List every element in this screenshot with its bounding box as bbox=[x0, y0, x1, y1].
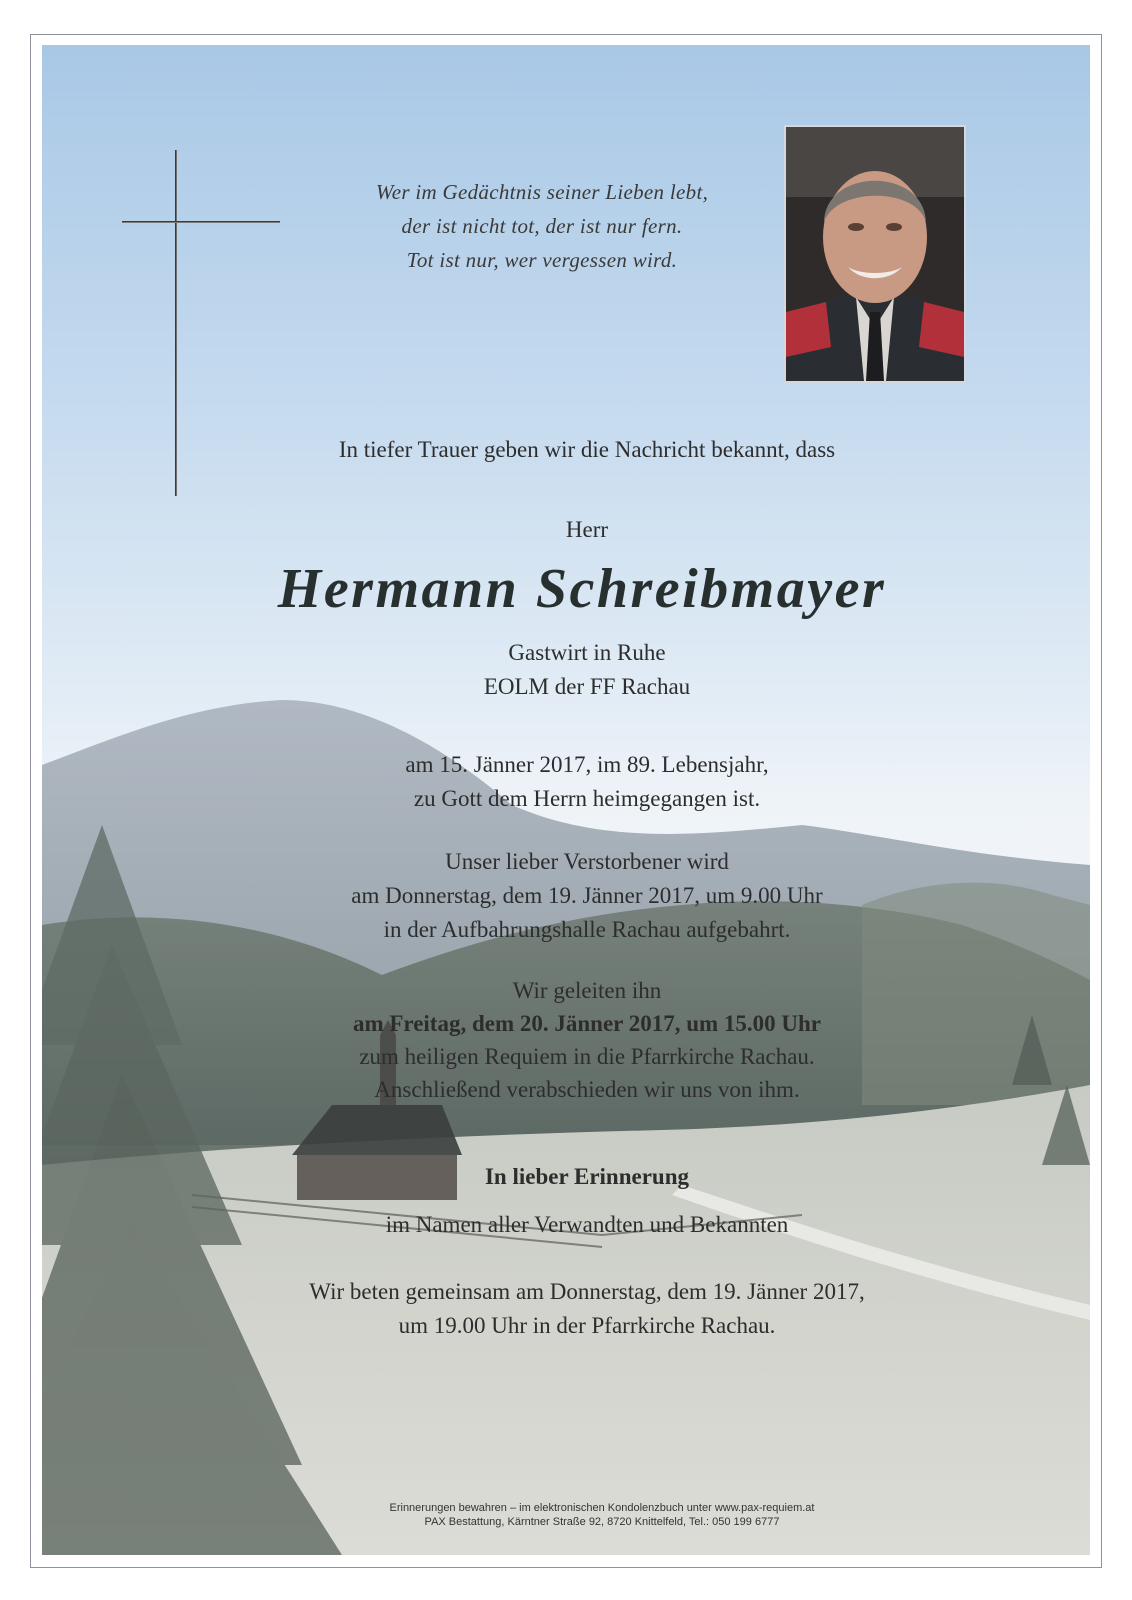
memory-heading: In lieber Erinnerung bbox=[484, 1164, 690, 1189]
prayer-line: Wir beten gemeinsam am Donnerstag, dem 19. Jänner 2017, bbox=[309, 1279, 865, 1304]
viewing-line: Unser lieber Verstorbener wird bbox=[445, 849, 729, 874]
memory-signature: im Namen aller Verwandten und Bekannten bbox=[385, 1212, 789, 1237]
portrait-illustration bbox=[786, 127, 964, 381]
funeral-notice bbox=[182, 974, 992, 1106]
verse-line: der ist nicht tot, der ist nur fern. bbox=[401, 214, 683, 238]
memory-block bbox=[182, 1153, 992, 1249]
cross-horizontal-beam bbox=[122, 221, 280, 223]
salutation: Herr bbox=[565, 517, 609, 542]
titles-block bbox=[182, 636, 992, 704]
cross-vertical-beam bbox=[175, 150, 177, 496]
funeral-line: Wir geleiten ihn bbox=[512, 978, 662, 1003]
footer-line: PAX Bestattung, Kärntner Straße 92, 8720 Knittelfeld, Tel.: 050 199 6777 bbox=[424, 1516, 780, 1528]
death-notice bbox=[182, 748, 992, 816]
title-line: EOLM der FF Rachau bbox=[483, 674, 691, 699]
viewing-line: am Donnerstag, dem 19. Jänner 2017, um 9.00 Uhr bbox=[351, 883, 823, 908]
death-line: am 15. Jänner 2017, im 89. Lebensjahr, bbox=[405, 752, 769, 777]
prayer-line: um 19.00 Uhr in der Pfarrkirche Rachau. bbox=[398, 1313, 776, 1338]
prayer-notice bbox=[182, 1275, 992, 1343]
verse-line: Wer im Gedächtnis seiner Lieben lebt, bbox=[375, 180, 709, 204]
viewing-line: in der Aufbahrungshalle Rachau aufgebahrt. bbox=[383, 917, 791, 942]
funeral-date: am Freitag, dem 20. Jänner 2017, um 15.00 Uhr bbox=[352, 1011, 822, 1036]
title-line: Gastwirt in Ruhe bbox=[508, 640, 666, 665]
footer-line: Erinnerungen bewahren – im elektronischen Kondolenzbuch unter www.pax-requiem.at bbox=[389, 1502, 815, 1514]
funeral-line: zum heiligen Requiem in die Pfarrkirche Rachau. bbox=[359, 1044, 815, 1069]
funeral-line: Anschließend verabschieden wir uns von ihm. bbox=[374, 1077, 800, 1102]
death-line: zu Gott dem Herrn heimgegangen ist. bbox=[413, 786, 761, 811]
viewing-notice bbox=[182, 845, 992, 947]
footer bbox=[232, 1501, 972, 1529]
announcement: In tiefer Trauer geben wir die Nachricht bekannt, dass bbox=[338, 437, 836, 462]
verse-line: Tot ist nur, wer vergessen wird. bbox=[406, 248, 678, 272]
portrait-photo bbox=[784, 125, 966, 383]
deceased-name: Hermann Schreibmayer bbox=[277, 558, 887, 620]
memorial-verse bbox=[312, 175, 772, 277]
obituary-panel bbox=[42, 45, 1090, 1555]
